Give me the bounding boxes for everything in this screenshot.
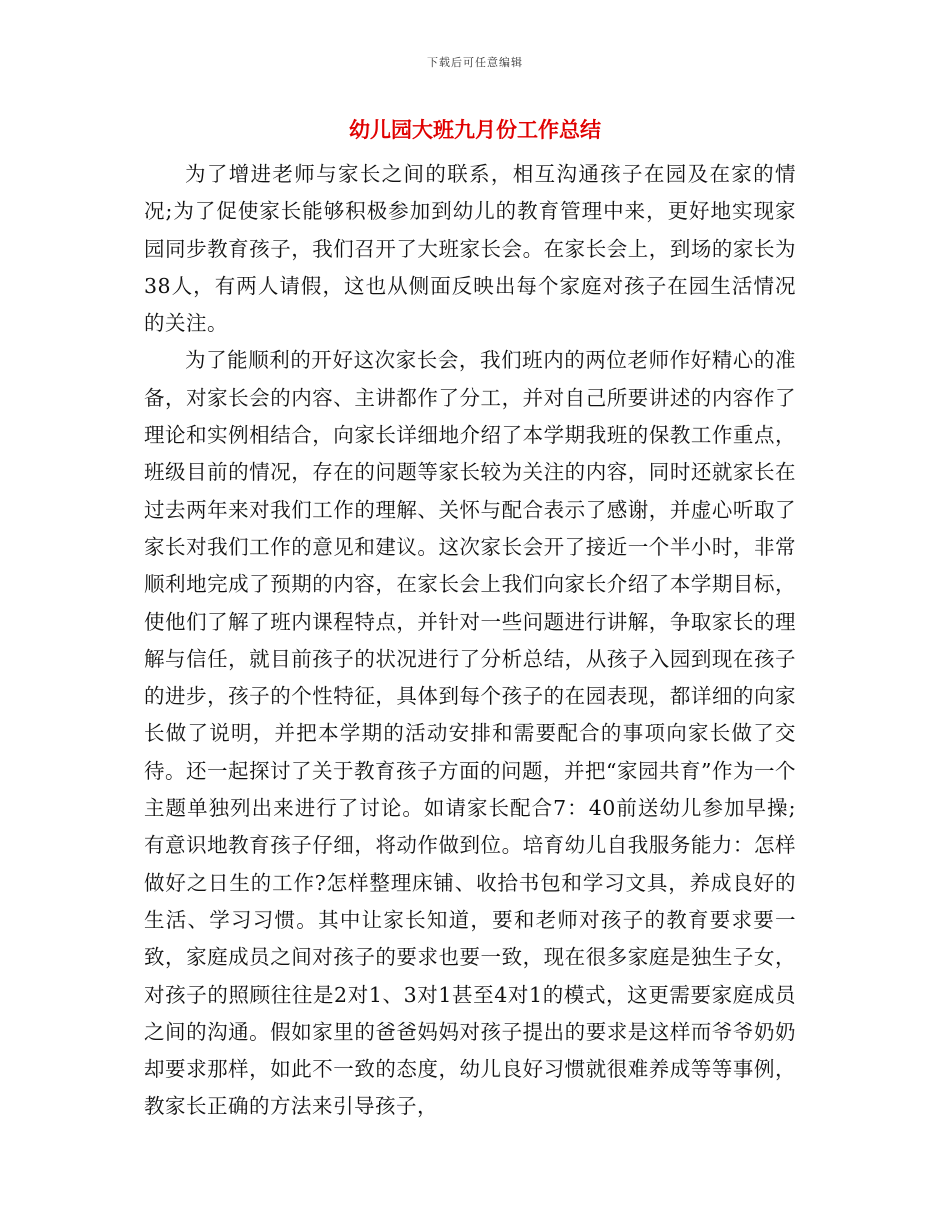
document-title: 幼儿园大班九月份工作总结 bbox=[349, 118, 601, 142]
paragraph: 为了增进老师与家长之间的联系，相互沟通孩子在园及在家的情况;为了促使家长能够积极参加到幼儿的教育管理中来，更好地实现家园同步教育孩子，我们召开了大班家长会。在家长会上，到场的家长为38人，有两人请假，这也从侧面反映出每个家庭对孩子在园生活情况的关注。 bbox=[144, 162, 796, 336]
paragraph: 为了能顺利的开好这次家长会，我们班内的两位老师作好精心的准备，对家长会的内容、主讲都作了分工，并对自己所要讲述的内容作了理论和实例相结合，向家长详细地介绍了本学期我班的保教工作重点，班级目前的情况，存在的问题等家长较为关注的内容，同时还就家长在过去两年来对我们工作的理解、关怀与配合表示了感谢，并虚心听取了家长对我们工作的意见和建议。这次家长会开了接近一个半小时，非常顺利地完成了预期的内容，在家长会上我们向家长介绍了本学期目标，使他们了解了班内课程特点，并针对一些问题进行讲解，争取家长的理解与信任，就目前孩子的状况进行了分析总结，从孩子入园到现在孩子的进步，孩子的个性特征，具体到每个孩子的在园表现，都详细的向家长做了说明，并把本学期的活动安排和需要配合的事项向家长做了交待。还一起探讨了关于教育孩子方面的问题，并把“家园共育”作为一个主题单独列出来进行了讨论。如请家长配合7：40前送幼儿参加早操;有意识地教育孩子仔细，将动作做到位。培育幼儿自我服务能力：怎样做好之日生的工作?怎样整理床铺、收拾书包和学习文具，养成良好的生活、学习习惯。其中让家长知道，要和老师对孩子的教育要求要一致，家庭成员之间对孩子的要求也要一致，现在很多家庭是独生子女，对孩子的照顾往往是2对1、3对1甚至4对1的模式，这更需要家庭成员之间的沟通。假如家里的爸爸妈妈对孩子提出的要求是这样而爷爷奶奶却要求那样，如此不一致的态度，幼儿良好习惯就很难养成等等事例，教家长正确的方法来引导孩子， bbox=[144, 348, 796, 1119]
document-body bbox=[144, 156, 796, 1126]
header-note: 下载后可任意编辑 bbox=[427, 56, 523, 69]
